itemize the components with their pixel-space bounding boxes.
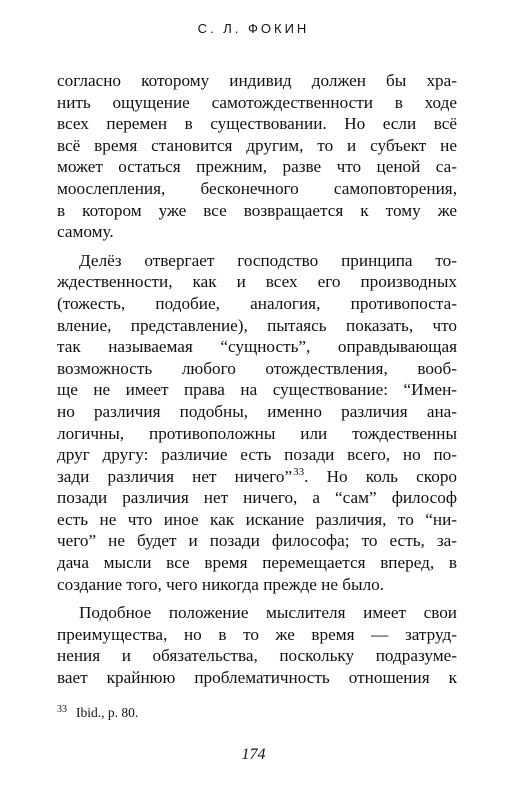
text-line: чего” не будет и позади философа; то есть, за- [57, 531, 457, 551]
text-line: позади различия нет ничего, а “сам” философ [57, 488, 457, 508]
body-text [57, 70, 457, 689]
text-line: Подобное положение мыслителя имеет свои [79, 603, 457, 623]
text-line: создание того, чего никогда прежде не было. [57, 574, 385, 594]
text-line: возможность любого отождествления, вооб- [57, 358, 457, 378]
text-line: так называемая “сущность”, оправдывающая [57, 337, 457, 357]
text-fragment: Но коль скоро [326, 466, 458, 486]
footnote-reference: 33 [293, 465, 305, 478]
text-line: нить ощущение самотождественности в ходе [57, 92, 457, 112]
text-line: нения и обязательства, поскольку подразуме- [57, 646, 457, 666]
text-line: в котором уже все возвращается к тому же [57, 200, 457, 220]
text-line: Делёз отвергает господство принципа то- [79, 250, 457, 270]
text-line: всё время становится другим, то и субъект не [57, 135, 457, 155]
text-line: есть не что иное как искание различия, то “ни- [57, 509, 457, 529]
text-line: но различия подобны, именно различия ана- [57, 401, 457, 421]
text-line: может остаться прежним, разве что ценой са- [57, 157, 457, 177]
text-line: согласно которому индивид должен бы хра- [57, 71, 457, 90]
running-head: С. Л. ФОКИН [197, 21, 310, 36]
text-line: ждественности, как и всех его производных [57, 272, 457, 292]
text-line: вление, представление), пытаясь показать, что [57, 315, 457, 335]
text-line [57, 113, 457, 135]
quote-end-fragment: зади различия нет ничего” [57, 466, 293, 486]
page-number: 174 [241, 746, 266, 763]
footnote [57, 704, 138, 721]
text-line: зади различия нет ничего”$^{33}$. Но коль скоро [57, 465, 458, 486]
text-line: друг другу: различие есть позади всего, но по- [57, 445, 457, 465]
text-line: преимущества, но в то же время — затруд- [57, 624, 457, 644]
text-line: самому. [57, 222, 114, 242]
text-line: (тожесть, подобие, аналогия, противопоста- [57, 293, 457, 313]
text-line: моослепления, бесконечного самоповторения, [57, 178, 457, 198]
footnote-number: 33 [57, 704, 67, 715]
text-fragment: всех перемен в существовании. Но если всё [57, 114, 457, 134]
text-line: логичны, противоположны или тождественны [57, 423, 457, 443]
text-line: дача мысли все время перемещается вперед, в [57, 553, 457, 573]
text-line: ще не имеет права на существование: “Имен- [57, 380, 457, 400]
text-line: вает крайнюю проблематичность отношения к [57, 668, 457, 688]
footnote-text: Ibid., p. 80. [76, 705, 139, 720]
